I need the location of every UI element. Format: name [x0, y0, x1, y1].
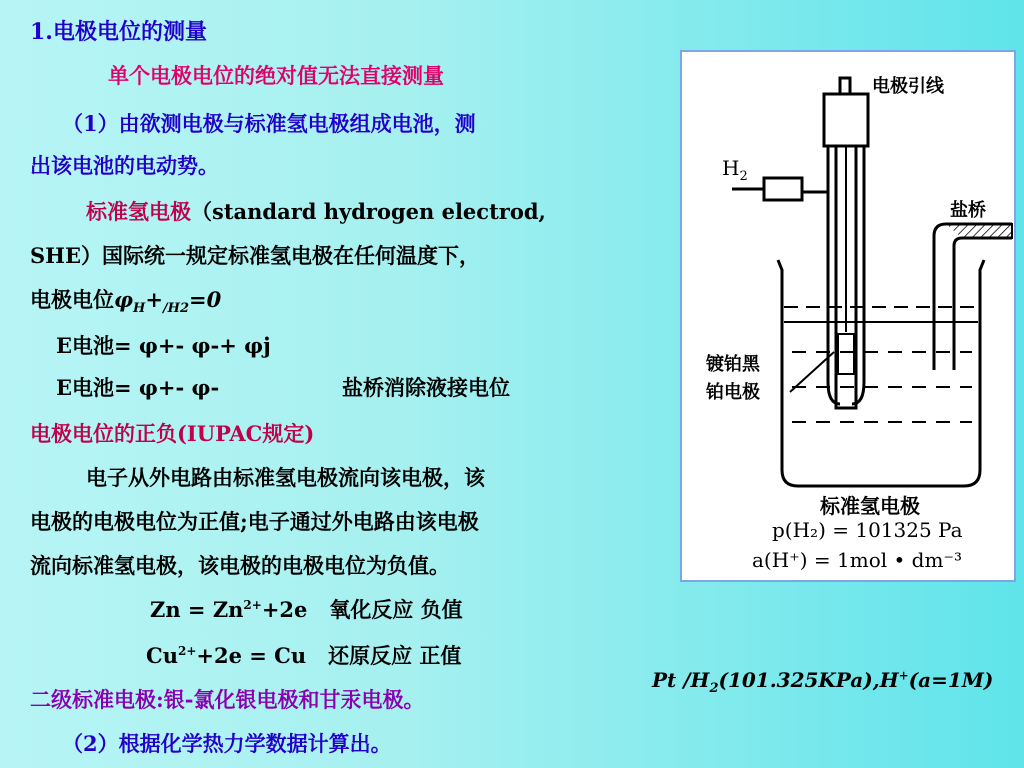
- she-term: 标准氢电极: [86, 199, 191, 224]
- cell-notation-sup: +: [898, 668, 909, 683]
- salt-bridge-label: 盐桥: [950, 200, 986, 221]
- she-def-c-line: [30, 286, 222, 317]
- paragraph-1b: 出该电池的电动势。: [30, 153, 219, 178]
- platinum-black-label-2: 铂电极: [706, 382, 760, 403]
- sign-text-b: 电极的电极电位为正值;电子通过外电路由该电极: [30, 509, 479, 534]
- she-diagram: [680, 50, 1016, 582]
- she-def-b: SHE）国际统一规定标准氢电极在任何温度下，: [30, 243, 481, 268]
- electrode-lead-label: 电极引线: [872, 76, 944, 97]
- equation-1: E电池= φ+- φ-+ φj: [56, 333, 271, 358]
- she-def-a: （standard hydrogen electrod,: [191, 199, 546, 224]
- she-def-c: 电极电位: [30, 287, 114, 312]
- slide-heading: 1.电极电位的测量: [30, 19, 207, 45]
- h2-letter: H: [722, 156, 740, 180]
- reaction-1: $Zn = Zn^{2+}+2e$ 氧化反应 负值: [150, 597, 463, 622]
- cell-notation-b: (101.325KPa),H: [718, 668, 899, 692]
- equation-2: E电池= φ+- φ-: [56, 375, 220, 400]
- cell-notation: [652, 668, 994, 696]
- she-line: [86, 198, 546, 226]
- phi-h-formula: $\varphi_H+_{/H2}=0$: [114, 287, 222, 317]
- activity-condition: a(H⁺) = 1mol • dm⁻³: [752, 548, 962, 572]
- cell-notation-c: (a=1M): [908, 668, 994, 692]
- paragraph-1a: （1）由欲测电极与标准氢电极组成电池，测: [62, 111, 476, 136]
- subtitle: 单个电极电位的绝对值无法直接测量: [108, 63, 444, 88]
- she-diagram-title: 标准氢电极: [820, 494, 920, 518]
- platinum-black-label-1: 镀铂黑: [706, 354, 760, 375]
- reaction-2-note: 还原反应 正值: [328, 643, 462, 668]
- equation-2-note: 盐桥消除液接电位: [342, 375, 510, 400]
- h2-label: [722, 156, 748, 184]
- sign-text-a: 电子从外电路由标准氢电极流向该电极，该: [86, 465, 485, 490]
- pressure-condition: p(H₂) = 101325 Pa: [772, 518, 963, 542]
- secondary-standard: 二级标准电极:银-氯化银电极和甘汞电极。: [30, 687, 425, 712]
- sign-title: 电极电位的正负(IUPAC规定): [30, 421, 315, 446]
- reaction-2: $Cu^{2+}+2e = Cu$ 还原反应 正值: [146, 643, 462, 668]
- sign-text-c: 流向标准氢电极，该电极的电极电位为负值。: [30, 553, 450, 578]
- cell-notation-sub: 2: [709, 681, 719, 696]
- reaction-1-note: 氧化反应 负值: [329, 597, 463, 622]
- h2-subscript: 2: [739, 169, 748, 184]
- paragraph-2: （2）根据化学热力学数据计算出。: [62, 731, 392, 756]
- cell-notation-a: Pt /H: [652, 668, 710, 692]
